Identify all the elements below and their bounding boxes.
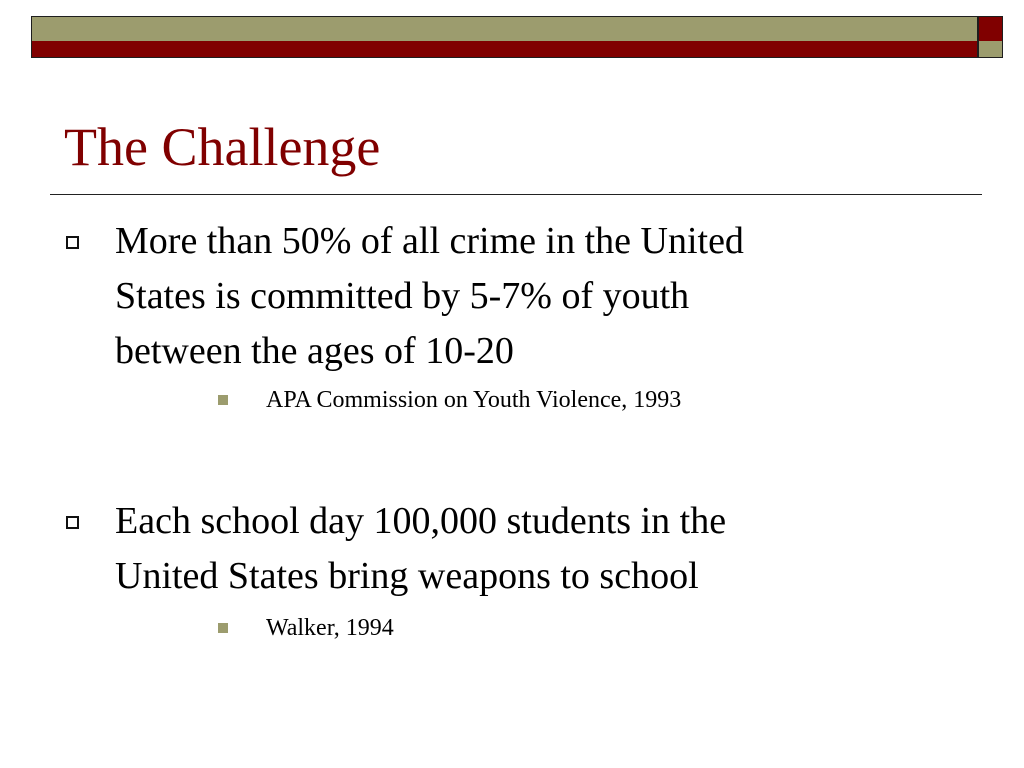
bullet-2-line-2: United States bring weapons to school bbox=[115, 555, 699, 597]
bullet-1-line-2: States is committed by 5-7% of youth bbox=[115, 275, 690, 317]
header-banner bbox=[0, 0, 1024, 62]
filled-square-bullet-icon bbox=[218, 623, 228, 633]
title-divider bbox=[50, 194, 982, 195]
banner-corner-maroon-square bbox=[978, 16, 1003, 42]
hollow-square-bullet-icon bbox=[66, 236, 79, 249]
bullet-1-line-3: between the ages of 10-20 bbox=[115, 330, 514, 372]
slide-title: The Challenge bbox=[64, 117, 381, 177]
bullet-2-line-1: Each school day 100,000 students in the bbox=[115, 500, 727, 542]
banner-olive-band bbox=[31, 16, 978, 42]
hollow-square-bullet-icon bbox=[66, 516, 79, 529]
banner-corner-olive-square bbox=[978, 41, 1003, 58]
filled-square-bullet-icon bbox=[218, 395, 228, 405]
bullet-2-citation: Walker, 1994 bbox=[266, 615, 394, 641]
bullet-1-line-1: More than 50% of all crime in the United bbox=[115, 220, 744, 262]
bullet-1-citation: APA Commission on Youth Violence, 1993 bbox=[266, 387, 682, 413]
banner-maroon-band bbox=[31, 41, 978, 58]
